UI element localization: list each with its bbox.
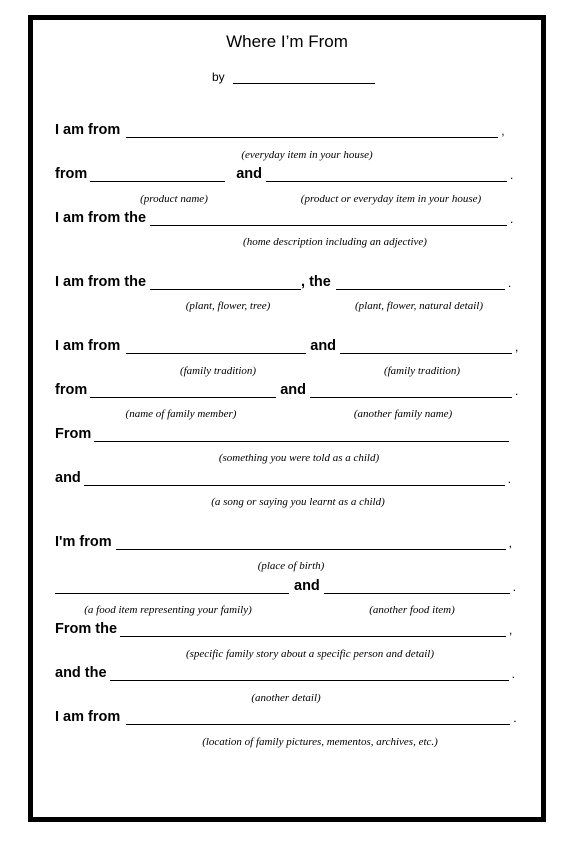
line-prefix: I am from	[55, 709, 121, 725]
line-10	[55, 576, 516, 594]
hint: (everyday item in your house)	[241, 149, 373, 161]
hint: (location of family pictures, mementos, archives, etc.)	[202, 736, 438, 748]
author-blank[interactable]	[233, 71, 375, 84]
blank-field[interactable]	[110, 666, 509, 681]
line-9	[55, 532, 512, 550]
line-mid: , the	[301, 274, 331, 290]
blank-field[interactable]	[94, 427, 509, 442]
hint: (plant, flower, natural detail)	[354, 300, 484, 312]
line-12	[55, 663, 515, 681]
hint: (something you were told as a child)	[218, 452, 380, 464]
blank-field[interactable]	[336, 275, 505, 290]
line-prefix: from	[55, 166, 88, 182]
hint: (another detail)	[251, 692, 321, 704]
blank-field[interactable]	[340, 339, 512, 354]
blank-field[interactable]	[84, 471, 505, 486]
blank-field[interactable]	[150, 275, 301, 290]
blank-field[interactable]	[126, 339, 306, 354]
line-6	[55, 380, 518, 398]
hint: (home description including an adjective)	[243, 236, 427, 248]
hint: (another food item)	[369, 604, 455, 616]
line-punct: ,	[509, 623, 513, 637]
blank-field[interactable]	[310, 383, 512, 398]
blank-field[interactable]	[90, 167, 225, 182]
line-7	[55, 424, 509, 442]
line-prefix: from	[55, 382, 88, 398]
line-mid: and	[236, 166, 263, 182]
line-8	[55, 468, 511, 486]
hint: (product name)	[140, 193, 208, 205]
line-punct: .	[515, 384, 519, 398]
blank-field[interactable]	[266, 167, 507, 182]
line-punct: .	[507, 276, 512, 290]
blank-field[interactable]	[116, 535, 506, 550]
line-punct: .	[511, 667, 515, 681]
line-prefix: I am from the	[55, 210, 147, 226]
hint: (family tradition)	[179, 365, 257, 377]
line-prefix: and	[55, 470, 81, 486]
by-label: by	[212, 70, 225, 84]
line-punct: ,	[501, 124, 505, 138]
line-mid: and	[310, 338, 337, 354]
line-punct: .	[510, 168, 514, 182]
line-punct: ,	[515, 340, 519, 354]
line-punct: ,	[508, 536, 512, 550]
line-mid: and	[280, 382, 307, 398]
hint: (a food item representing your family)	[84, 604, 252, 616]
blank-field[interactable]	[120, 622, 506, 637]
hint: (product or everyday item in your house)	[300, 193, 482, 205]
line-punct: .	[507, 472, 512, 486]
hint: (specific family story about a specific person and detail)	[185, 648, 435, 660]
hint: (family tradition)	[383, 365, 461, 377]
blank-field[interactable]	[126, 123, 498, 138]
line-5	[55, 336, 518, 354]
line-mid: and	[294, 578, 320, 594]
line-prefix: and the	[55, 665, 107, 681]
line-punct: .	[512, 580, 517, 594]
blank-field[interactable]	[150, 211, 507, 226]
blank-field[interactable]	[126, 710, 510, 725]
line-11	[55, 619, 512, 637]
worksheet-title: Where I’m From	[226, 32, 348, 51]
hint: (another family name)	[353, 408, 453, 420]
byline	[212, 70, 375, 84]
line-2	[55, 164, 513, 182]
line-1	[55, 120, 505, 138]
worksheet-frame	[28, 15, 546, 822]
line-4	[55, 272, 511, 290]
blank-field[interactable]	[324, 579, 510, 594]
hint: (plant, flower, tree)	[185, 300, 271, 312]
line-punct: .	[513, 711, 517, 725]
hint: (name of family member)	[125, 408, 237, 420]
hint: (a song or saying you learnt as a child)	[211, 496, 385, 508]
blank-field[interactable]	[90, 383, 276, 398]
line-prefix: I am from	[55, 122, 121, 138]
line-prefix: I am from	[55, 338, 121, 354]
line-punct: .	[510, 212, 514, 226]
line-prefix: From the	[55, 621, 118, 637]
line-13	[55, 707, 517, 725]
blank-field[interactable]	[55, 579, 289, 594]
line-3	[55, 208, 513, 226]
hint: (place of birth)	[257, 560, 325, 572]
line-prefix: I am from the	[55, 274, 147, 290]
line-prefix: From	[55, 426, 92, 442]
line-prefix: I'm from	[55, 534, 112, 550]
